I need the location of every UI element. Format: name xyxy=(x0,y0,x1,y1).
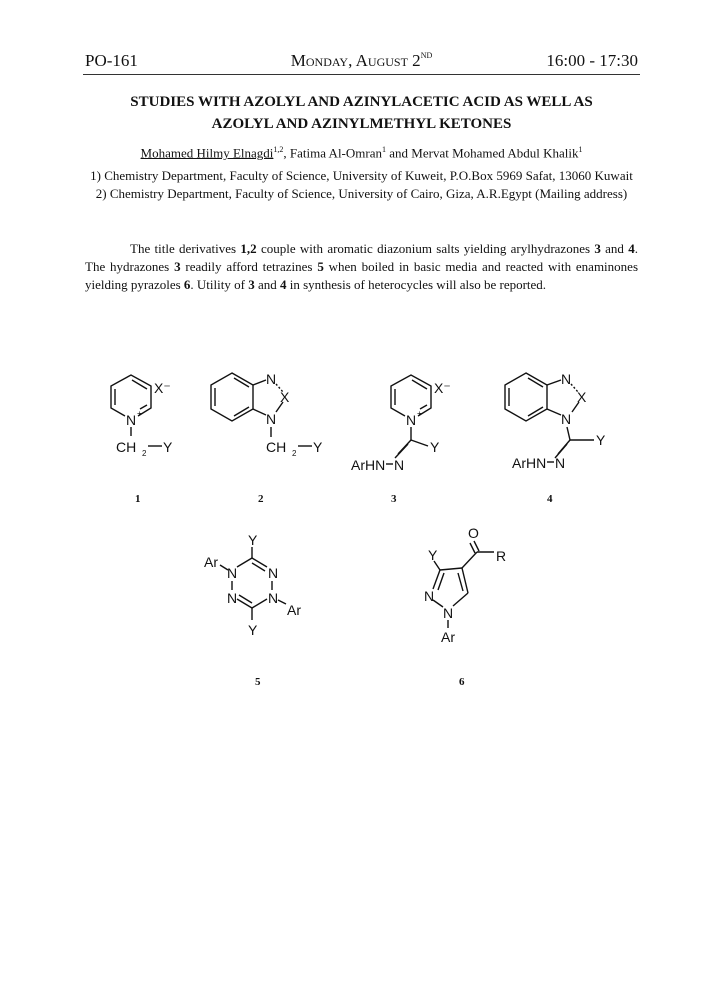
atom-n: N xyxy=(268,565,279,581)
compound-label: 5 xyxy=(255,676,261,688)
compound-ref: 4 xyxy=(628,241,635,256)
atom-n: N xyxy=(394,457,405,473)
author-name: Mohamed Hilmy Elnagdi xyxy=(140,145,274,161)
author-name: Mervat Mohamed Abdul Khalik xyxy=(411,145,579,161)
abstract-text: in synthesis of heterocycles will also be reported. xyxy=(286,277,547,292)
abstract-text: when boiled in basic media and reacted with enaminones yielding pyrazoles xyxy=(85,259,638,292)
atom-n: N xyxy=(555,455,566,471)
poster-code: PO-161 xyxy=(85,51,138,70)
session-day-sup: ND xyxy=(420,51,433,60)
atom-n: N xyxy=(266,371,277,387)
atom-n: N xyxy=(268,590,279,606)
abstract-text: . The hydrazones xyxy=(85,241,638,274)
atom-x: X⁻ xyxy=(154,380,171,396)
affiliation: 1) Chemistry Department, Faculty of Science, University of Kuweit, P.O.Box 5969 Safat, 13060 Kuwait xyxy=(90,168,633,183)
structure-5 xyxy=(204,532,301,688)
atom-n: N xyxy=(227,565,238,581)
compound-ref: 3 xyxy=(174,259,181,274)
atom-y: Y xyxy=(430,439,440,455)
atom-n: N xyxy=(126,412,137,428)
atom-x: X⁻ xyxy=(434,380,451,396)
abstract-text: . Utility of xyxy=(190,277,249,292)
charge-plus: + xyxy=(137,409,142,418)
structure-1 xyxy=(111,375,173,505)
author-name: Fatima Al-Omran xyxy=(289,145,382,161)
subscript: 2 xyxy=(292,449,297,458)
author-affil: 1,2 xyxy=(273,145,284,154)
atom-y: Y xyxy=(596,432,606,448)
atom-n: N xyxy=(227,590,238,606)
atom-x: X xyxy=(280,389,290,405)
abstract-text: couple with aromatic diazonium salts yielding arylhydrazones xyxy=(256,241,595,256)
compound-ref: 5 xyxy=(317,259,324,274)
abstract-text: The title derivatives xyxy=(130,241,241,256)
compound-label: 3 xyxy=(391,493,397,505)
author-sep: , xyxy=(283,145,290,161)
session-day-text: Monday, August 2 xyxy=(290,51,421,70)
compound-label: 2 xyxy=(258,493,264,505)
subscript: 2 xyxy=(142,449,147,458)
atom-n: N xyxy=(561,411,572,427)
abstract-text: and xyxy=(600,241,629,256)
atom-r: R xyxy=(496,548,507,564)
author-affil: 1 xyxy=(578,145,583,154)
session-time: 16:00 - 17:30 xyxy=(546,51,638,70)
atom-y: Y xyxy=(428,547,438,563)
abstract-text: readily afford tetrazines xyxy=(180,259,318,274)
structure-4 xyxy=(505,371,606,505)
compound-ref: 6 xyxy=(183,277,191,292)
atom-x: X xyxy=(577,389,587,405)
atom-y: Y xyxy=(313,439,323,455)
author-sep: and xyxy=(386,145,412,161)
title-line-2: AZOLYL AND AZINYLMETHYL KETONES xyxy=(211,116,512,132)
atom-y: Y xyxy=(248,532,258,548)
abstract-text: and xyxy=(254,277,280,292)
atom-ar: Ar xyxy=(204,554,218,570)
affiliation: 2) Chemistry Department, Faculty of Science, University of Cairo, Giza, A.R.Egypt (Mailing address) xyxy=(95,186,628,201)
structure-3 xyxy=(351,375,451,505)
compound-label: 4 xyxy=(547,493,553,505)
atom-n: N xyxy=(266,411,277,427)
structure-6 xyxy=(424,525,506,688)
atom-n: N xyxy=(561,371,572,387)
atom-n: N xyxy=(406,412,417,428)
atom-ch: CH xyxy=(116,439,137,455)
compound-ref: 3 xyxy=(594,241,601,256)
atom-arhn: ArHN xyxy=(351,457,386,473)
atom-y: Y xyxy=(248,622,258,638)
title-line-1: STUDIES WITH AZOLYL AND AZINYLACETIC ACID AS WELL AS xyxy=(130,94,593,110)
atom-y: Y xyxy=(163,439,173,455)
atom-o: O xyxy=(468,525,479,541)
atom-ar: Ar xyxy=(287,602,301,618)
atom-n: N xyxy=(443,605,454,621)
compound-ref: 3 xyxy=(248,277,255,292)
charge-plus: + xyxy=(417,409,422,418)
atom-ch: CH xyxy=(266,439,287,455)
atom-arhn: ArHN xyxy=(512,455,547,471)
atom-ar: Ar xyxy=(441,629,455,645)
structure-2 xyxy=(211,371,323,505)
atom-n: N xyxy=(424,588,435,604)
author-affil: 1 xyxy=(382,145,386,154)
compound-ref: 4 xyxy=(279,277,287,292)
compound-label: 1 xyxy=(135,493,141,505)
compound-ref: 1,2 xyxy=(240,241,257,256)
compound-label: 6 xyxy=(459,676,465,688)
